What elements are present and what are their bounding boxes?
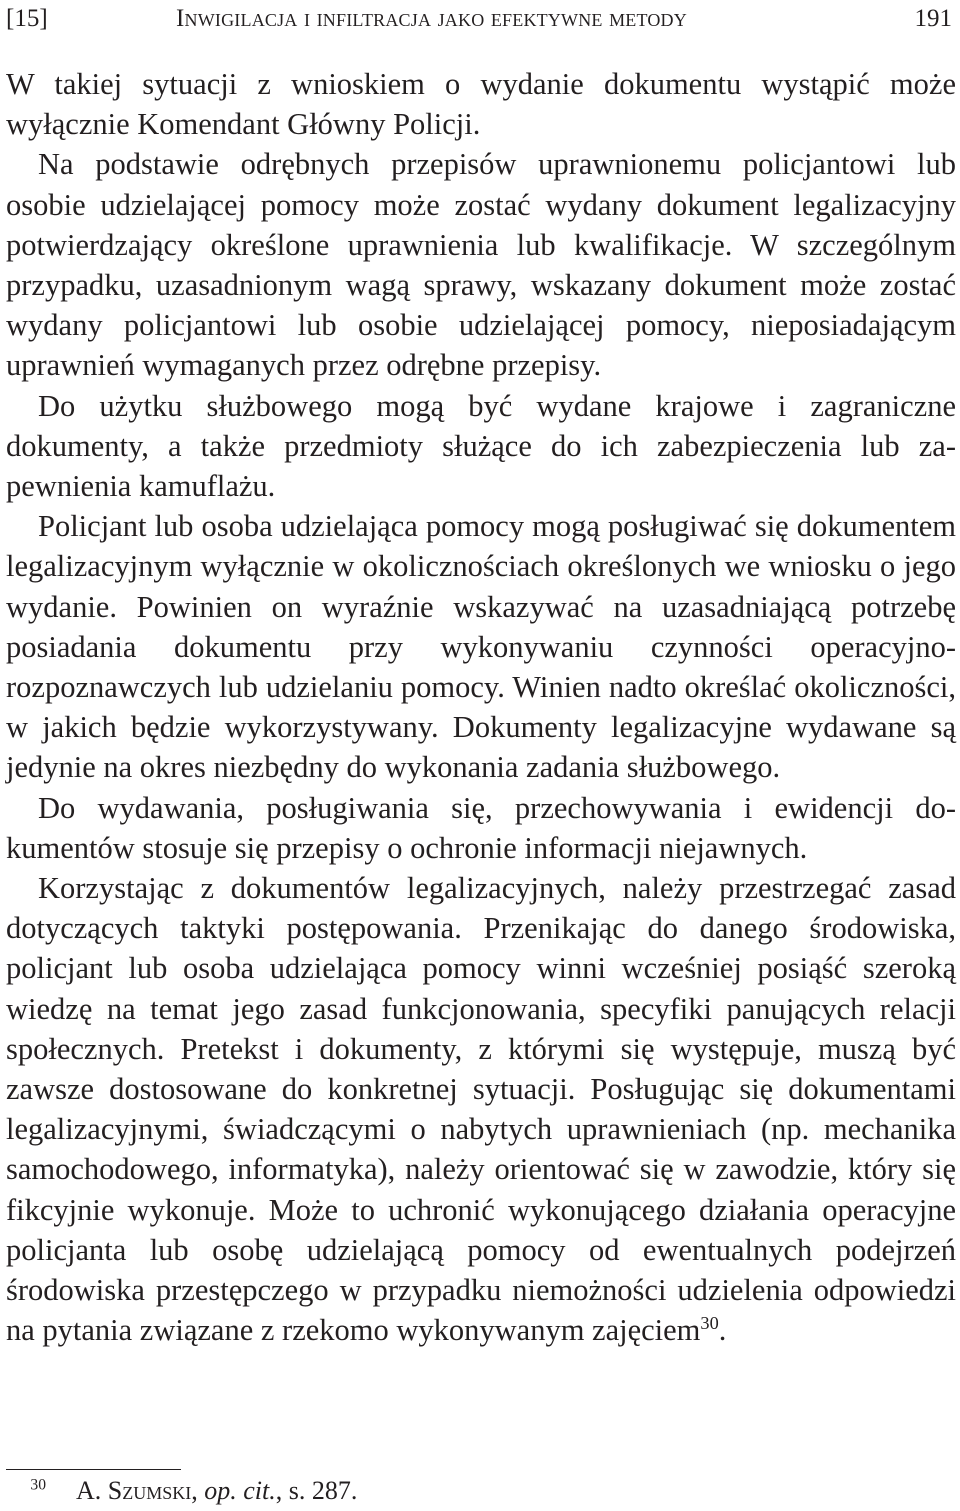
paragraph: Policjant lub osoba udzielająca pomocy mogą posługiwać się dokumentem legalizacyjnym wyłącznie w okolicznościach określonych we wniosku o jego wydanie. Powinien on wyraźnie wskazywać na uzasadniającą potrzebę posiadania dokumentu przy wykonywaniu czynności operacyjno-rozpoznawczych lub udzielaniu pomocy. Winien nadto określać okoliczności, w jakich będzie wykorzystywany. Dokumenty legalizacyjne wydawane są jedynie na okres niezbędny do wykonania zadania służbowego. xyxy=(6,509,956,785)
section-number: [15] xyxy=(6,5,48,32)
running-header xyxy=(6,4,956,38)
document-page xyxy=(6,0,956,1505)
footnote-reference[interactable]: 30 xyxy=(700,1313,719,1334)
footnote-author-initial: A. xyxy=(76,1476,102,1505)
paragraph-text: Korzystając z dokumentów legalizacyjnych, należy przestrzegać zasad dotyczących taktyki postępowania. Przenikając do danego środowiska, policjant lub osoba udzielająca pomocy winni wcześniej posiąść szeroką wiedzę na temat jego zasad funkcjonowania, specyfiki panujących relacji społecznych. Pretekst i dokumenty, z którymi się występuje, muszą być zawsze dostosowane do konkretnej sytuacji. Posługując się dokumentami legalizacyjnymi, świadczącymi o nabytych uprawnieniach (np. mechanika samochodowego, informatyka), należy orientować się w zawodzie, który się fikcyjnie wykonuje. Może to uchronić wykonującego działania operacyjne policjanta lub osobę udzielającą pomocy od ewentualnych podejrzeń środowiska przestępczego w przypadku niemożności udzielenia odpowiedzi na pytania związane z rzekomo wykonywanym zajęciem xyxy=(6,871,956,1348)
footnote-number: 30 xyxy=(30,1476,46,1494)
paragraph: Na podstawie odrębnych przepisów uprawnionemu policjantowi lub osobie udzielającej pomocy może zostać wydany dokument legalizacyjny potwierdzający określone uprawnienia lub kwalifikacje. W szczególnym przypadku, uzasadnionym wagą sprawy, wskazany dokument może zostać wydany policjantowi lub osobie udzielającej pomocy, nieposiadającym uprawnień wymaganych przez odrębne przepisy. xyxy=(6,147,956,383)
paragraph-last xyxy=(6,868,956,1350)
footnote-divider xyxy=(6,1469,181,1470)
footnote-source: op. cit. xyxy=(204,1476,276,1505)
footnote: $^{30}$ A. Szumski, op. cit., s. 287. xyxy=(6,1475,357,1507)
page-number: 191 xyxy=(914,5,952,32)
paragraph: Do wydawania, posługiwania się, przechowywania i ewidencji dokumentów stosuje się przepisy o ochronie informacji niejawnych. xyxy=(6,790,956,865)
paragraph-end: . xyxy=(718,1313,727,1348)
footnote-author-surname: Szumski xyxy=(107,1476,192,1505)
footnote-number-wrap xyxy=(6,1475,76,1507)
body-text xyxy=(6,64,956,1351)
paragraph: W takiej sytuacji z wnioskiem o wydanie dokumentu wystąpić może wyłącznie Komendant Główny Policji. xyxy=(6,67,956,142)
paragraph: Do użytku służbowego mogą być wydane krajowe i zagraniczne dokumenty, a także przedmioty służące do ich zabezpieczenia lub zapewnienia kamuflażu. xyxy=(6,388,956,504)
footnote-page: , s. 287. xyxy=(275,1476,358,1505)
running-title: Inwigilacja i infiltracja jako efektywne metody xyxy=(176,5,687,32)
